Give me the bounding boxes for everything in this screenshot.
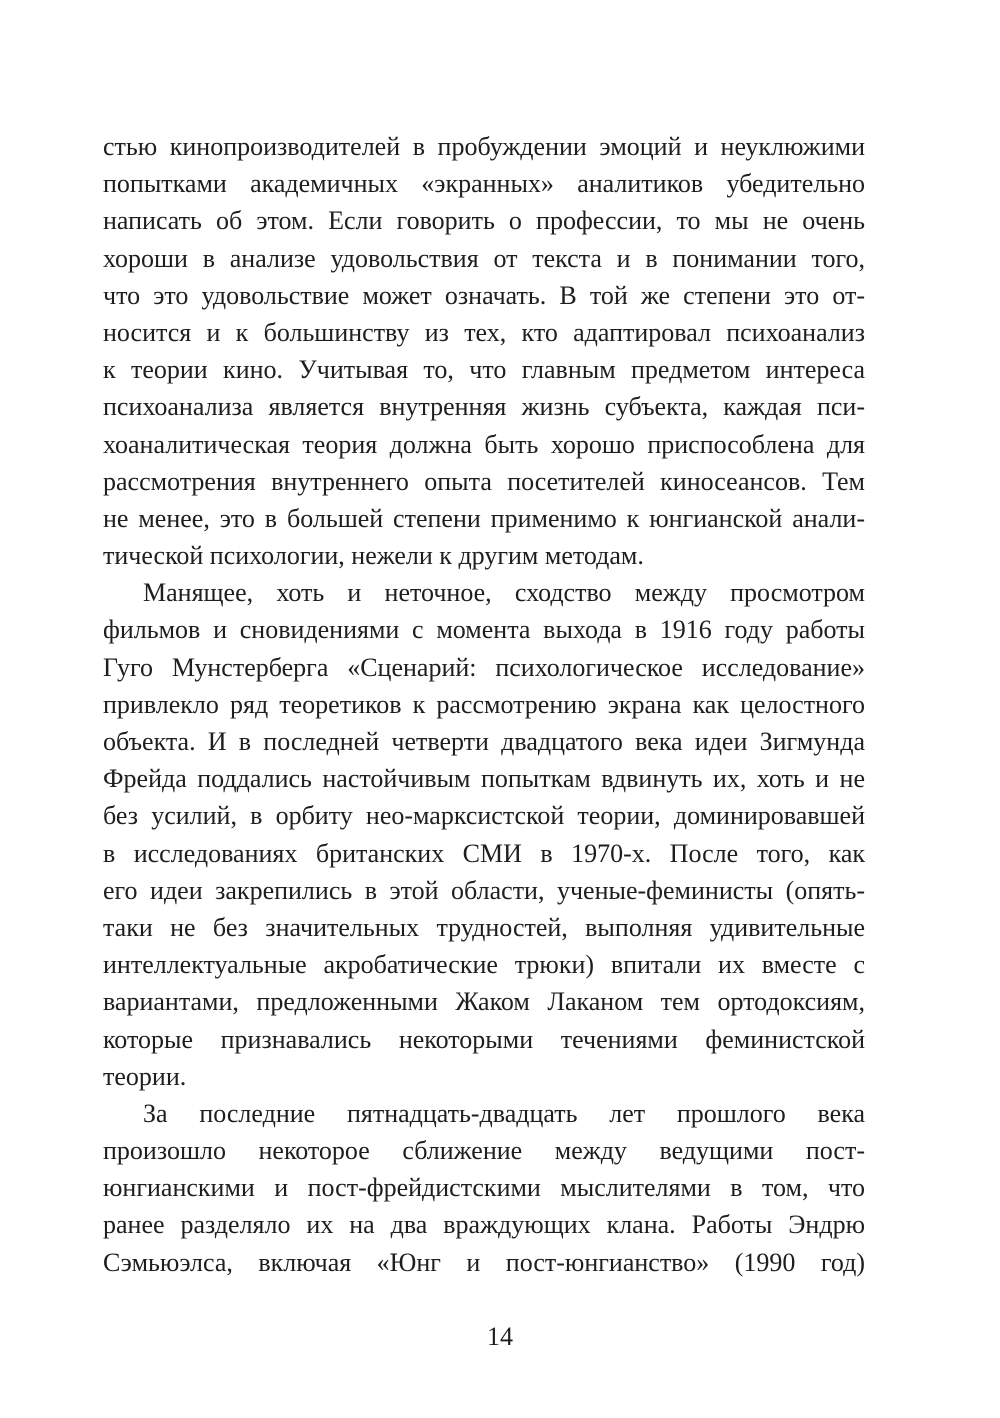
text-line: Сэмьюэлса, включая «Юнг и пост-юнгианство» (1990 год) [103,1247,865,1277]
text-line: привлекло ряд теоретиков к рассмотрению экрана как целостного [103,689,865,719]
text-line: в исследованиях британских СМИ в 1970-х. После того, как [103,838,865,868]
text-line: рассмотрения внутреннего опыта посетителей киносеансов. Тем [103,466,865,496]
text-line: Фрейда поддались настойчивым попыткам вдвинуть их, хоть и не [103,764,865,794]
text-line: попытками академичных «экранных» аналитиков убедительно [103,169,865,199]
text-line: произошло некоторое сближение между ведущими пост- [103,1136,865,1166]
text-line: теории. [103,1061,187,1091]
text-line: психоанализа является внутренняя жизнь субъекта, каждая пси- [103,392,865,422]
text-line: что это удовольствие может означать. В той же степени это от- [103,280,865,310]
text-line: которые признавались некоторыми течениями феминистской [103,1024,865,1054]
text-line: не менее, это в большей степени применимо к юнгианской анали- [103,503,865,533]
text-line: хороши в анализе удовольствия от текста и в понимании того, [103,243,865,273]
text-line: ранее разделяло их на два враждующих клана. Работы Эндрю [103,1210,865,1240]
text-line: тической психологии, нежели к другим методам. [103,541,644,571]
text-line: объекта. И в последней четверти двадцатого века идеи Зигмунда [103,727,865,756]
text-line: юнгианскими и пост-фрейдистскими мыслителями в том, что [103,1173,865,1203]
body-text [103,128,865,1281]
text-line: фильмов и сновидениями с момента выхода в 1916 году работы [103,615,865,645]
text-line: его идеи закрепились в этой области, ученые-феминисты (опять- [103,875,865,905]
text-line: хоаналитическая теория должна быть хорошо приспособлена для [103,429,865,459]
text-line: носится и к большинству из тех, кто адаптировал психоанализ [103,317,865,347]
text-line: к теории кино. Учитывая то, что главным предметом интереса [103,355,865,385]
page-number: 14 [487,1322,513,1351]
text-line: интеллектуальные акробатические трюки) впитали их вместе с [103,950,865,980]
text-line: таки не без значительных трудностей, выполняя удивительные [103,912,865,942]
text-line: Гуго Мунстерберга «Сценарий: психологическое исследование» [103,652,865,682]
text-line: написать об этом. Если говорить о профессии, то мы не очень [103,206,865,236]
text-line: За последние пятнадцать-двадцать лет прошлого века [143,1098,865,1128]
text-line: вариантами, предложенными Жаком Лаканом тем ортодоксиям, [103,987,865,1017]
text-line: без усилий, в орбиту нео-марксистской теории, доминировавшей [103,801,865,831]
text-line: стью кинопроизводителей в пробуждении эмоций и неуклюжими [103,132,865,161]
text-line: Манящее, хоть и неточное, сходство между просмотром [143,578,865,608]
